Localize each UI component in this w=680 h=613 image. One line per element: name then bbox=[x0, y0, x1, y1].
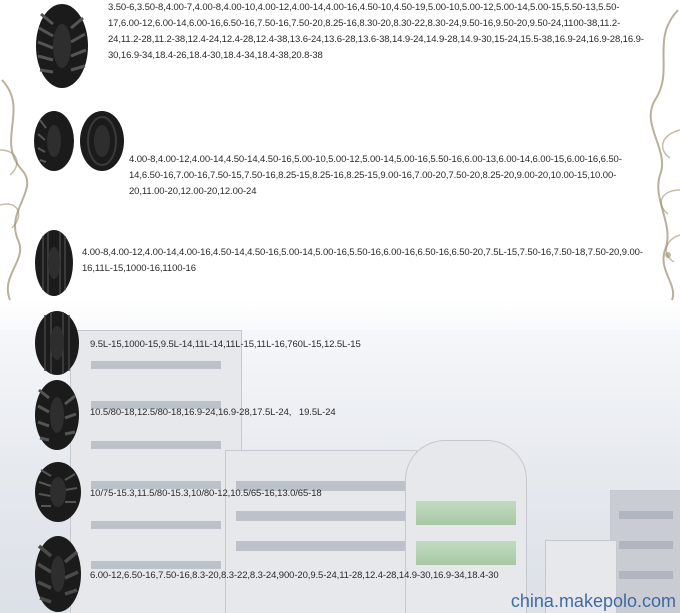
bias-tire-pair-icon bbox=[32, 110, 127, 172]
flotation-tire-icon bbox=[33, 460, 83, 524]
center-building bbox=[225, 450, 417, 613]
tractor-tire-icon bbox=[33, 2, 91, 90]
spec-list-6: 10/75-15.3,11.5/80-15.3,10/80-12,10.5/65-16,13.0/65-18 bbox=[90, 488, 322, 499]
paddy-tire-icon bbox=[33, 534, 83, 613]
rib-tire-icon bbox=[33, 228, 75, 298]
spec-list-5: 10.5/80-18,12.5/80-18,16.9-24,16.9-28,17.5L-24, 19.5L-24 bbox=[90, 407, 336, 418]
spec-list-7: 6.00-12,6.50-16,7.50-16,8.3-20,8.3-22,8.3-24,900-20,9.5-24,11-28,12.4-28,14.9-30,16.9-34,18.4-30 bbox=[90, 570, 499, 581]
tower-building bbox=[405, 440, 527, 613]
industrial-tire-icon bbox=[33, 378, 81, 452]
watermark: china.makepolo.com bbox=[510, 591, 676, 611]
spec-list-1: 3.50-6,3.50-8,4.00-7,4.00-8,4.00-10,4.00-12,4.00-14,4.00-16,4.50-10,4.50-19,5.00-10,5.00-12,5.00-14,5.00-15,5.50-13,5.50-17,6.00-12,6.00-14,6.00-16,6.50-16,7.50-16,7.50-20,8.25-16,8.30-20,8.30-22,8.30-24,9.50-16,9.50-20,9.50-24,1100-38,11.2-24,11.2-28,11.2-38,12.4-24,12.4-28,12.4-38,13.6-24,13.6-28,13.6-38,14.9-24,14.9-28,14.9-30,15-24,15.5-38,16.9-24,16.9-28,16.9-30,16.9-34,18.4-26,18.4-30,18.4-34,18.4-38,20.8-38 bbox=[108, 2, 644, 61]
spec-list-2: 4.00-8,4.00-12,4.00-14,4.50-14,4.50-16,5.00-10,5.00-12,5.00-14,5.00-16,5.50-16,6.00-13,6.00-14,6.00-15,6.00-16,6.50-14,6.50-16,7.00-16,7.50-15,7.50-16,8.25-15,8.25-16,8.25-15,9.00-16,7.00-20,7.50-20,8.25-20,9.00-20,10.00-15,10.00-20,11.00-20,12.00-20,12.00-24 bbox=[129, 154, 622, 197]
left-vine-ornament bbox=[0, 0, 32, 330]
implement-tire-icon bbox=[33, 309, 81, 377]
spec-list-3: 4.00-8,4.00-12,4.00-14,4.00-16,4.50-14,4.50-16,5.00-14,5.00-16,5.50-16,6.00-16,6.50-16,6.50-20,7.5L-15,7.50-16,7.50-18,7.50-20,9.00-16,11L-15,1000-16,1100-16 bbox=[82, 247, 643, 274]
spec-list-4: 9.5L-15,1000-15,9.5L-14,11L-14,11L-15,11L-16,760L-15,12.5L-15 bbox=[90, 339, 361, 350]
